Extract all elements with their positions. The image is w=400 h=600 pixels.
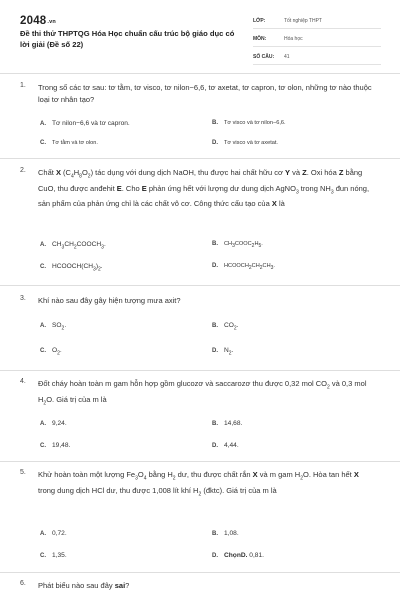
question-3 [20,295,380,365]
divider [0,73,400,74]
question-text: Phát biểu nào sau đây sai? [38,581,130,590]
question-2 [20,167,380,279]
option-letter: A. [40,421,46,427]
question-5 [20,469,380,569]
divider [0,370,400,371]
option-d[interactable] [212,552,264,559]
option-text: Tơ visco và tơ nilon−6,6. [224,120,286,126]
meta-value: Hóa học [284,35,303,42]
option-letter: D. [212,140,218,146]
meta-label: LỚP: [253,17,266,24]
question-number: 2. [20,167,26,174]
meta-row-subject [253,31,381,47]
option-letter: B. [212,421,218,427]
option-letter: B. [212,531,218,537]
option-c[interactable] [40,140,98,146]
option-a[interactable]: A. $CH_3CH_2COOCH_3$. [40,241,106,251]
site-logo[interactable] [20,15,56,27]
brand-text: 2048 [20,15,47,27]
option-d[interactable] [212,140,278,146]
exam-meta [253,13,381,67]
option-c[interactable] [40,442,70,449]
option-text: 4,44. [224,442,239,449]
question-number: 5. [20,469,26,476]
option-text: Tơ nilon−6,6 và tơ capron. [52,120,130,127]
option-c[interactable] [40,552,67,559]
question-text: Khí nào sau đây gây hiện tượng mưa axit? [38,296,181,305]
option-letter: D. [212,443,218,449]
option-b[interactable] [212,120,286,126]
question-text: Khử hoàn toàn một lượng $Fe_3O_4$ bằng $H_2$ dư, thu được chất rắn X và m gam $H_2O$. Hòa tan hết X trong dung dịch HCl dư, thu được 1,008 lít khí $H_2$ (đktc). Giá trị của m là [38,470,359,497]
option-letter: A. [40,242,46,248]
option-letter: C. [40,264,46,270]
question-number: 6. [20,580,26,587]
option-text: Tơ visco và tơ axetat. [224,140,278,146]
option-letter: C. [40,140,46,146]
exam-title: Đề thi thử THPTQG Hóa Học chuẩn cấu trúc bộ giáo dục có lời giải (Đề số 22) [20,29,235,49]
question-text: Chất X $(C_4H_8O_2)$ tác dụng với dung dịch NaOH, thu được hai chất hữu cơ Y và Z. Oxi hóa Z bằng CuO, thu được anđehit E. Cho E phản ứng hết với lượng dư dung dịch AgNO$_3$ trong $NH_3$ đun nóng, sản phẩm của phản ứng chỉ là các chất vô cơ. Công thức cấu tạo của X là [38,168,370,208]
option-b[interactable]: B. $CO_2$. [212,322,239,332]
option-d[interactable]: D. $N_2$. [212,347,234,357]
option-letter: D. [212,263,218,269]
option-a[interactable] [40,420,67,427]
option-letter: C. [40,443,46,449]
option-a[interactable] [40,120,130,127]
brand-suffix: .vn [47,19,56,25]
meta-value: 41 [284,53,290,60]
option-letter: C. [40,348,46,354]
option-b[interactable] [212,420,242,427]
option-text: 9,24. [52,420,67,427]
option-letter: A. [40,121,46,127]
option-c[interactable]: C. $HCOOCH(CH_3)_2$. [40,263,103,273]
divider [0,461,400,462]
option-b[interactable]: B. $CH_3COOC_2H_5$. [212,241,263,250]
option-text: 1,08. [224,530,239,537]
meta-label: SỐ CÂU: [253,53,275,60]
divider [0,158,400,159]
question-4 [20,378,380,458]
question-text: Trong số các tơ sau: tơ tằm, tơ visco, tơ nilon−6,6, tơ axetat, tơ capron, tơ olon, những tơ nào thuộc loại tơ nhân tạo? [38,83,372,104]
option-a[interactable]: A. $SO_2$. [40,322,67,332]
option-text: 1,35. [52,552,67,559]
option-text: 0,81. [247,552,264,559]
option-d[interactable]: D. $HCOOCH_2CH_2CH_3$. [212,263,275,272]
option-b[interactable] [212,530,239,537]
question-6 [20,580,380,596]
option-a[interactable] [40,530,67,537]
meta-value: Tốt nghiệp THPT [284,17,322,24]
divider [0,572,400,573]
option-text: Tơ tằm và tơ olon. [52,140,98,146]
meta-label: MÔN: [253,35,267,42]
question-number: 3. [20,295,26,302]
question-1 [20,82,380,154]
option-c[interactable]: C. $O_2$. [40,347,62,357]
option-letter: A. [40,323,46,329]
question-number: 4. [20,378,26,385]
option-letter: D. [212,348,218,354]
option-letter: C. [40,553,46,559]
option-text: 14,68. [224,420,243,427]
option-letter: D. [212,553,218,559]
option-letter: B. [212,120,218,126]
question-text: Đốt cháy hoàn toàn m gam hỗn hợp gồm glucozơ và saccarozơ thu được 0,32 mol $CO_2$ và 0,3 mol $H_2O$. Giá trị của m là [38,379,367,406]
option-text: 0,72. [52,530,67,537]
answer-prefix: ChọnD. [224,552,248,559]
option-letter: A. [40,531,46,537]
option-text: 19,48. [52,442,71,449]
meta-row-class [253,13,381,29]
meta-row-count [253,49,381,65]
question-number: 1. [20,82,26,89]
divider [0,285,400,286]
option-d[interactable] [212,442,239,449]
option-letter: B. [212,323,218,329]
option-letter: B. [212,241,218,247]
